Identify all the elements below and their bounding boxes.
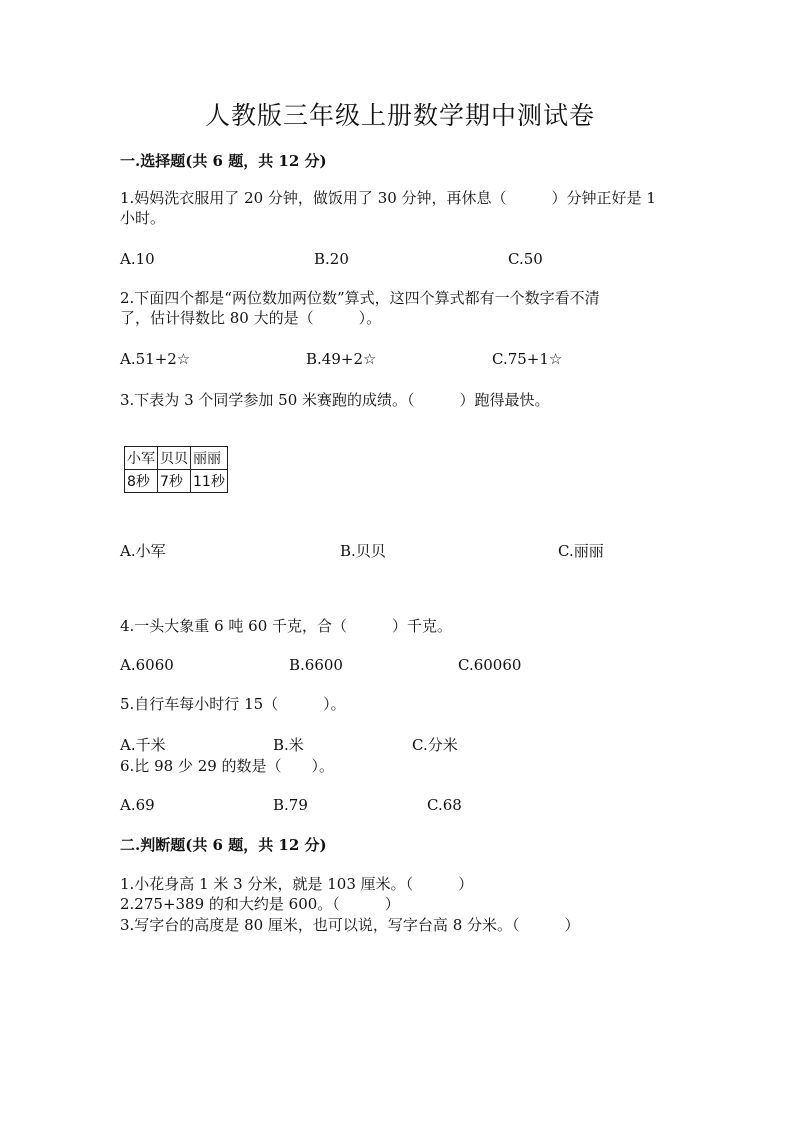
q5-option-a: A.千米	[120, 736, 166, 754]
judge-question-1: 1.小花身高 1 米 3 分米，就是 103 厘米。（ ）	[120, 875, 474, 893]
q2-option-c: C.75+1☆	[492, 350, 563, 368]
q5-option-c: C.分米	[412, 736, 458, 754]
q4-option-b: B.6600	[289, 656, 343, 674]
question-4: 4.一头大象重 6 吨 60 千克，合（ ）千克。	[120, 617, 453, 635]
section-heading-choice: 一.选择题(共 6 题，共 12 分)	[120, 152, 327, 170]
q2-option-a: A.51+2☆	[120, 350, 191, 368]
question-6: 6.比 98 少 29 的数是（ ）。	[120, 757, 335, 775]
table-cell: 8秒	[125, 470, 158, 493]
question-1-line1: 1.妈妈洗衣服用了 20 分钟，做饭用了 30 分钟，再休息（ ）分钟正好是 1	[120, 189, 656, 207]
q1-option-c: C.50	[508, 250, 543, 268]
question-1	[120, 188, 656, 228]
q6-option-a: A.69	[120, 796, 155, 814]
q6-option-c: C.68	[427, 796, 462, 814]
question-5: 5.自行车每小时行 15（ ）。	[120, 695, 346, 713]
table-row	[125, 470, 228, 493]
question-3: 3.下表为 3 个同学参加 50 米赛跑的成绩。（ ）跑得最快。	[120, 391, 550, 409]
judge-question-3: 3.写字台的高度是 80 厘米，也可以说，写字台高 8 分米。（ ）	[120, 916, 580, 934]
page-title: 人教版三年级上册数学期中测试卷	[204, 101, 595, 130]
q1-option-a: A.10	[120, 250, 155, 268]
judge-question-2: 2.275+389 的和大约是 600。（ ）	[120, 895, 400, 913]
q3-option-c: C.丽丽	[558, 542, 604, 560]
section-heading-judgement: 二.判断题(共 6 题，共 12 分)	[120, 836, 327, 854]
q3-option-b: B.贝贝	[340, 542, 386, 560]
q2-option-b: B.49+2☆	[306, 350, 377, 368]
question-1-line2: 小时。	[120, 209, 166, 227]
table-cell: 丽丽	[191, 447, 228, 470]
table-header-row	[125, 447, 228, 470]
q4-option-c: C.60060	[458, 656, 522, 674]
question-2-line2: 了，估计得数比 80 大的是（ ）。	[120, 309, 382, 327]
table-cell: 小军	[125, 447, 158, 470]
q5-option-b: B.米	[273, 736, 304, 754]
q4-option-a: A.6060	[120, 656, 174, 674]
q1-option-b: B.20	[314, 250, 349, 268]
question-2-line1: 2.下面四个都是“两位数加两位数”算式，这四个算式都有一个数字看不清	[120, 289, 600, 307]
table-cell: 贝贝	[158, 447, 191, 470]
question-2	[120, 288, 600, 328]
q6-option-b: B.79	[273, 796, 308, 814]
table-cell: 7秒	[158, 470, 191, 493]
table-cell: 11秒	[191, 470, 228, 493]
q3-option-a: A.小军	[120, 542, 166, 560]
race-results-table	[124, 446, 228, 493]
